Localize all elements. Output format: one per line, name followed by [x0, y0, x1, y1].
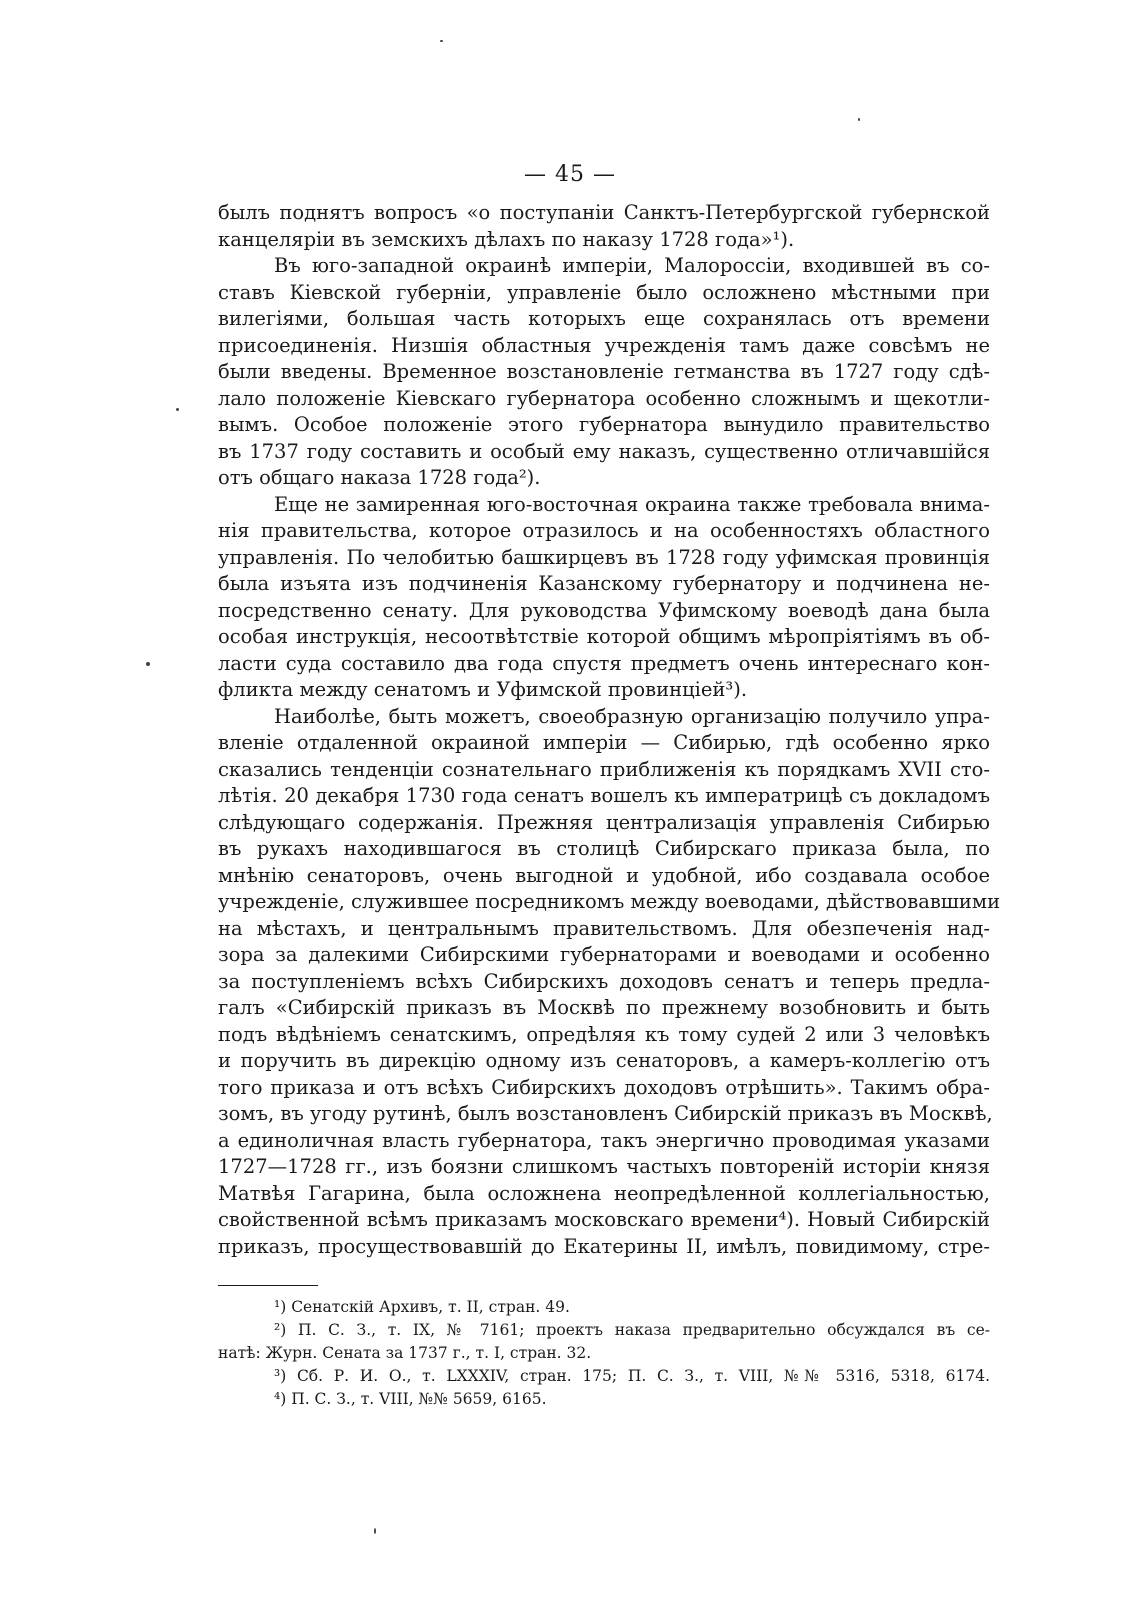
footnote-line: натѣ: Журн. Сената за 1737 г., т. I, стран. 32.	[218, 1344, 592, 1362]
text-line: вымъ. Особое положеніе этого губернатора вынудило правительство	[218, 413, 990, 436]
text-line: особая инструкція, несоотвѣтствіе которой общимъ мѣропріятіямъ въ об-	[218, 625, 990, 648]
text-line: ставъ Кіевской губерніи, управленіе было осложнено мѣстными при	[218, 280, 990, 304]
text-line: ласти суда составило два года спустя предметъ очень интереснаго кон-	[218, 651, 990, 675]
footnotes	[218, 1296, 990, 1411]
text-line: того приказа и отъ всѣхъ Сибирскихъ доходовъ отрѣшить». Такимъ обра-	[218, 1075, 990, 1099]
text-line: слѣдующаго содержанія. Прежняя централизація управленія Сибирью	[218, 810, 990, 834]
scan-speck	[374, 1528, 376, 1534]
text-line: въ рукахъ находившагося въ столицѣ Сибирскаго приказа была, по	[218, 837, 990, 860]
text-line: и поручить въ дирекцію одному изъ сенаторовъ, а камеръ-коллегію отъ	[218, 1049, 990, 1072]
text-line: посредственно сенату. Для руководства Уфимскому воеводѣ дана была	[218, 598, 990, 622]
text-line: а единоличная власть губернатора, такъ энергично проводимая указами	[218, 1128, 990, 1152]
text-line: была изъята изъ подчиненія Казанскому губернатору и подчинена не-	[218, 572, 990, 595]
footnote-line: ¹) Сенатскій Архивъ, т. II, стран. 49.	[274, 1298, 570, 1316]
text-line: лѣтія. 20 декабря 1730 года сенатъ вошелъ къ императрицѣ съ докладомъ	[218, 784, 990, 807]
text-line: управленія. По челобитью башкирцевъ въ 1728 году уфимская провинція	[218, 545, 990, 569]
page-number: — 45 —	[524, 162, 616, 187]
text-line: зомъ, въ угоду рутинѣ, былъ возстановленъ Сибирскій приказъ въ Москвѣ,	[218, 1102, 993, 1125]
text-line: отъ общаго наказа 1728 года²).	[218, 466, 541, 489]
text-line: лало положеніе Кіевскаго губернатора особенно сложнымъ и щекотли-	[218, 386, 990, 410]
text-line: былъ поднятъ вопросъ «о поступаніи Санктъ-Петербургской губернской	[218, 201, 990, 224]
text-line: Еще не замиренная юго-восточная окраина также требовала внима-	[274, 492, 990, 516]
scan-speck	[440, 40, 443, 42]
text-line: присоединенія. Низшія областныя учрежденія тамъ даже совсѣмъ не	[218, 333, 990, 357]
text-line: на мѣстахъ, и центральнымъ правительствомъ. Для обезпеченія над-	[218, 916, 990, 940]
text-line: нія правительства, которое отразилось и на особенностяхъ областного	[218, 519, 990, 542]
text-line: свойственной всѣмъ приказамъ московскаго времени⁴). Новый Сибирскій	[218, 1208, 990, 1231]
scan-speck	[858, 118, 860, 121]
text-line: учрежденіе, служившее посредникомъ между воеводами, дѣйствовавшими	[218, 890, 1001, 913]
body-text	[218, 200, 1001, 1260]
footnote-line: ⁴) П. С. З., т. VIII, №№ 5659, 6165.	[274, 1390, 547, 1408]
text-line: галъ «Сибирскій приказъ въ Москвѣ по прежнему возобновить и быть	[218, 996, 990, 1019]
text-line: въ 1737 году составить и особый ему наказъ, существенно отличавшійся	[218, 439, 990, 463]
text-line: 1727—1728 гг., изъ боязни слишкомъ частыхъ повтореній исторіи князя	[218, 1155, 990, 1178]
text-line: приказъ, просуществовавшій до Екатерины II, имѣлъ, повидимому, стре-	[218, 1234, 990, 1258]
text-line: подъ вѣдѣніемъ сенатскимъ, опредѣляя къ тому судей 2 или 3 человѣкъ	[218, 1022, 990, 1046]
text-line: за поступленіемъ всѣхъ Сибирскихъ доходовъ сенатъ и теперь предла-	[218, 969, 990, 993]
scan-speck	[146, 662, 150, 666]
text-line: мнѣнію сенаторовъ, очень выгодной и удобной, ибо создавала особое	[218, 863, 990, 887]
scan-speck	[176, 408, 179, 411]
text-line: фликта между сенатомъ и Уфимской провинціей³).	[218, 678, 748, 701]
text-line: были введены. Временное возстановленіе гетманства въ 1727 году сдѣ-	[218, 360, 990, 383]
text-line: зора за далекими Сибирскими губернаторами и воеводами и особенно	[218, 943, 990, 966]
text-line: Наиболѣе, быть можетъ, своеобразную организацію получило упра-	[274, 704, 990, 728]
footnote-line: ²) П. С. З., т. IX, № 7161; проектъ наказа предварительно обсуждался въ се-	[274, 1321, 990, 1339]
text-line: Въ юго-западной окраинѣ имперіи, Малороссіи, входившей въ со-	[274, 254, 990, 277]
text-line: канцеляріи въ земскихъ дѣлахъ по наказу 1728 года»¹).	[218, 227, 795, 251]
text-line: вилегіями, большая часть которыхъ еще сохранялась отъ времени	[218, 307, 990, 330]
footnote-divider	[218, 1285, 318, 1286]
footnote-line: ³) Сб. Р. И. О., т. LXXXIV, стран. 175; П. С. З., т. VIII, №№ 5316, 5318, 6174.	[274, 1367, 990, 1385]
text-line: вленіе отдаленной окраиной имперіи — Сибирью, гдѣ особенно ярко	[218, 731, 990, 754]
text-line: Матвѣя Гагарина, была осложнена неопредѣленной коллегіальностью,	[218, 1181, 990, 1205]
text-line: сказались тенденціи сознательнаго приближенія къ порядкамъ XVII сто-	[218, 757, 990, 781]
